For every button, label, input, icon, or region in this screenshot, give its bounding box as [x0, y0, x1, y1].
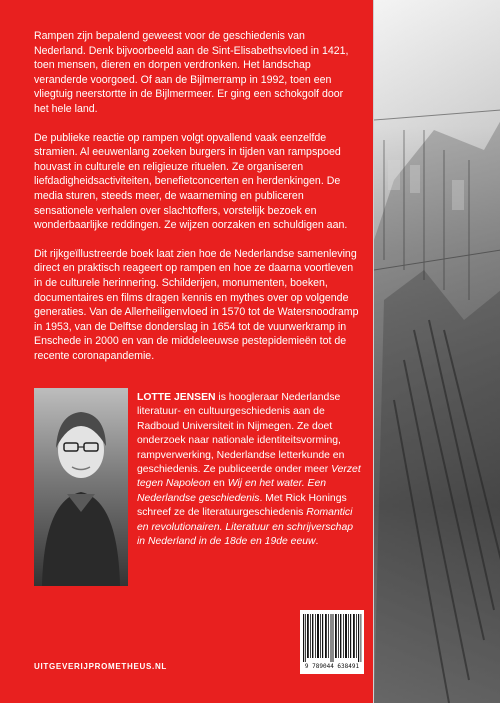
isbn-digits: 9 789044 638491 — [304, 663, 360, 670]
bio-text-1: is hoogleraar Nederlandse literatuur- en cultuurgeschiedenis aan de Radboud Universiteit in Nijmegen. Ze doet onderzoek naar nationale identiteitsvorming, rampverwerking, Nederlandse letterkunde en geschiedenis. Ze publiceerde onder meer — [137, 392, 345, 476]
barcode-bars — [300, 610, 364, 662]
collapsed-building-illustration — [374, 0, 500, 703]
isbn-barcode — [300, 610, 364, 674]
cover-illustration-strip — [373, 0, 500, 703]
book-title-2: Wij en het water. Een Nederlandse geschiedenis — [137, 478, 326, 504]
blurb-paragraph-1: Rampen zijn bepalend geweest voor de geschiedenis van Nederland. Denk bijvoorbeeld aan de Sint-Elisabethsvloed in 1421, toen mensen, dieren en dorpen verdronken. Het landschap veranderde voorgoed. Of aan de Bijlmerramp in 1992, toen een vliegtuig neerstortte in de Bijlmermeer. Er ging een schokgolf door het hele land. — [34, 30, 349, 115]
author-bio — [137, 391, 362, 549]
bio-text-4: . — [315, 536, 319, 548]
author-name: LOTTE JENSEN — [137, 392, 216, 403]
publisher-link[interactable]: UITGEVERIJPROMETHEUS.NL — [34, 662, 168, 671]
blurb — [34, 29, 359, 377]
book-title-3: Romantici en revolutionairen. Literatuur en schrijverschap in Nederland in de 18de en 19de eeuw — [137, 507, 354, 548]
author-photo — [34, 388, 128, 586]
blurb-paragraph-2: De publieke reactie op rampen volgt opvallend vaak eenzelfde stramien. Al eeuwenlang zoeken burgers in tijden van rampspoed houvast in culturele en religieuze rituelen. Ze organiseren liefdadigheidsactiviteiten, benefietconcerten en herdenkingen. De media sturen, steeds meer, de waarneming en publiceren sensationele verhalen over slachtoffers, vorstelijk bezoek en wonderbaarlijke reddingen. Ze wijzen oorzaken en schuldigen aan. — [34, 131, 348, 232]
bio-text-2: en — [210, 478, 228, 490]
blurb-paragraph-3: Dit rijkgeïllustreerde boek laat zien hoe de Nederlandse samenleving direct en praktisch reageert op rampen en hoe ze daarna voortleven in de culturele herinnering. Schilderijen, monumenten, boeken, documentaires en films dragen kennis en mythes over op volgende generaties. Van de Allerheiligenvloed in 1570 tot de Watersnoodramp in 1953, van de Delftse donderslag in 1654 tot de vuurwerkramp in Enschede in 2000 en van de middeleeuwse pestepidemieën tot de recente coronapandemie. — [34, 247, 359, 362]
book-title-1: Verzet tegen Napoleon — [137, 464, 361, 490]
bio-text-3: . Met Rick Honings schreef ze de literatuurgeschiedenis — [137, 492, 347, 519]
